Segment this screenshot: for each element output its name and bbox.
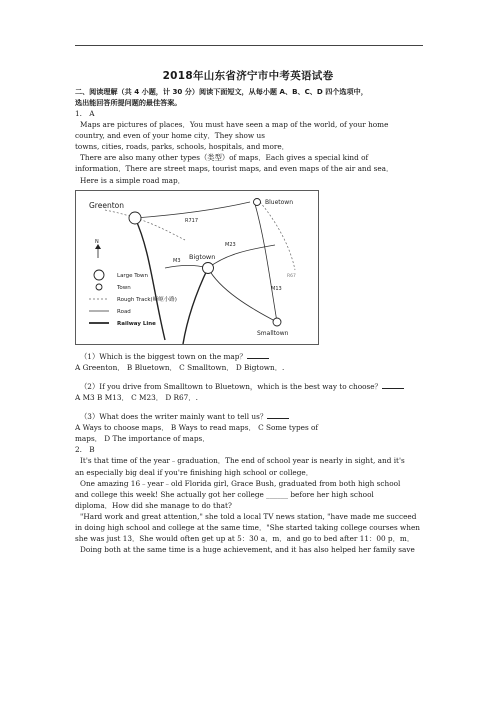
legend-label-town: Town (117, 284, 131, 291)
map-label-m13: M13 (271, 285, 282, 292)
map-label-m3: M3 (173, 257, 181, 264)
map-town-smalltown (273, 318, 281, 326)
question-options: A M3 B M13． C M23． D R67．. (75, 392, 198, 402)
road-map (75, 190, 319, 345)
section-instruction-line1: 二、阅读理解（共 4 小题，计 30 分）阅读下面短文，从每小题 A、B、C、D 四个选项中， (75, 87, 368, 96)
map-label-m23: M23 (225, 241, 236, 248)
passage-a-line: Here is a simple road map． (80, 175, 185, 185)
map-label-north: N (95, 238, 99, 245)
header-rule (75, 45, 423, 46)
map-label-bigtown: Bigtown (189, 252, 216, 261)
answer-blank (267, 411, 289, 419)
map-label-bluetown: Bluetown (265, 198, 294, 206)
passage-b-line: and college this week! She actually got her college ______ before her high school (75, 489, 374, 499)
passage-a-line: There are also many other types（类型）of maps．Each gives a special kind of (80, 153, 369, 163)
legend-town-symbol (96, 284, 102, 290)
passage-a-line: towns, cities, roads, parks, schools, hospitals, and more． (75, 142, 289, 152)
passage-b-line: Doing both at the same time is a huge achievement, and it has also helped her family save (80, 545, 415, 555)
passage-b-line: It's that time of the year﹣graduation．The end of school year is nearly in sight, and it's (80, 456, 405, 466)
question-options: A Greenton． B Bluetown． C Smalltown． D Bigtown．. (75, 362, 285, 372)
question-stem: （2）If you drive from Smalltown to Bluetown，which is the best way to choose？ (75, 381, 425, 392)
passage-b-line: diploma．How did she manage to do that? (75, 500, 232, 510)
question-stem: （1）Which is the biggest town on the map？ (75, 351, 425, 362)
map-label-greenton: Greenton (89, 200, 124, 210)
answer-blank (247, 351, 269, 359)
passage-b-line: in doing high school and college at the same time．"She started taking college courses when (75, 522, 420, 532)
document-body (75, 87, 425, 555)
passage-a-line: information．There are street maps, tourist maps, and even maps of the air and sea． (75, 164, 394, 174)
answer-blank (382, 381, 404, 389)
legend-large-town-symbol (94, 270, 104, 280)
map-label-smalltown: Smalltown (257, 329, 289, 337)
passage-b-number: 2. B (75, 445, 95, 455)
passage-a-line: country, and even of your home city．They show us (75, 131, 265, 141)
map-label-r67: R67 (287, 273, 296, 279)
question-options: A Ways to choose maps． B Ways to read maps． C Some types of (75, 423, 319, 433)
legend-label-large-town: Large Town (117, 272, 148, 279)
exam-title: 2018年山东省济宁市中考英语试卷 (162, 70, 334, 82)
passage-b-line: an especially big deal if you're finishing high school or college． (75, 467, 314, 477)
question-options: maps． D The importance of maps． (75, 434, 210, 444)
map-label-r717: R717 (185, 217, 199, 224)
legend-label-rough-track: Rough Track(崎岖小路) (117, 296, 177, 303)
legend-label-road: Road (117, 308, 131, 315)
map-town-greenton (129, 212, 141, 224)
passage-b-line: One amazing 16﹣year﹣old Florida girl, Grace Bush, graduated from both high school (80, 478, 401, 488)
map-town-bluetown (254, 198, 261, 205)
map-town-bigtown (203, 262, 214, 273)
passage-b-line: she was just 13．She would often get up at 5：30 a．m．and go to bed after 11：00 p．m． (75, 534, 415, 544)
section-instruction-line2: 选出能回答所提问题的最佳答案。 (75, 97, 182, 107)
passage-a-line: Maps are pictures of places．You must have seen a map of the world, of your home (80, 120, 389, 130)
passage-a-number: 1. A (75, 109, 95, 118)
passage-b-line: "Hard work and great attention," she told a local TV news station, "have made me succeed (80, 511, 417, 521)
road-map-figure (75, 190, 319, 345)
question-stem: （3）What does the writer mainly want to tell us？ (75, 411, 425, 422)
legend-label-railway: Railway Line (117, 320, 156, 327)
